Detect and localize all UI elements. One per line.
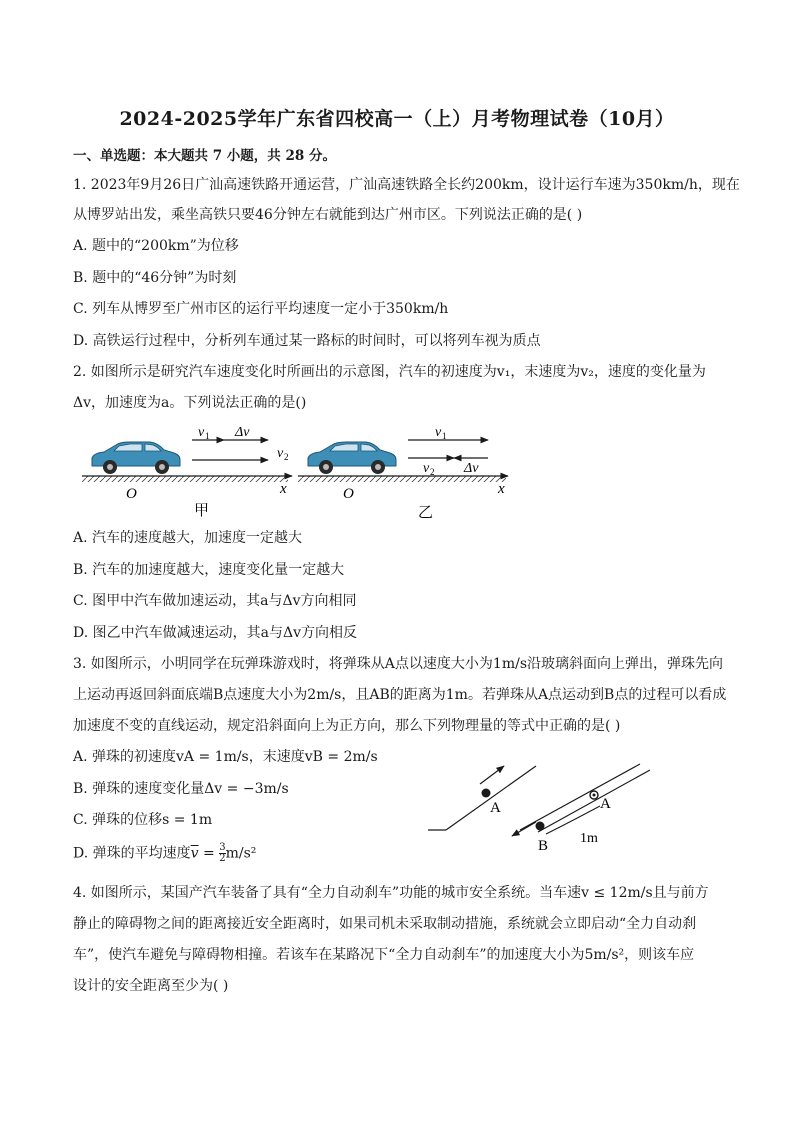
q2-option-b: B. 汽车的加速度越大，速度变化量一定越大 bbox=[73, 562, 345, 578]
q3-option-d-eq: = bbox=[198, 845, 220, 862]
v2-label-left: v bbox=[277, 446, 284, 461]
v1-label-left: v bbox=[198, 425, 205, 440]
slope-right bbox=[512, 764, 650, 836]
q1-stem-line1: 1. 2023年9月26日广汕高速铁路开通运营，广汕高速铁路全长约200km，设计运行车速为350km/h，现在 bbox=[73, 177, 740, 193]
q4-stem-line1: 4. 如图所示，某国产汽车装备了具有“全力自动刹车”功能的城市安全系统。当车速v ≤ 12m/s且与前方 bbox=[73, 885, 709, 901]
q4-stem-line3: 车”，使汽车避免与障碍物相撞。若该车在某路况下“全力自动刹车”的加速度大小为5m/s²，则该车应 bbox=[73, 947, 695, 963]
dv-label-right: Δv bbox=[464, 461, 479, 476]
slope-left bbox=[428, 766, 536, 830]
q1-stem-line2: 从博罗站出发，乘坐高铁只要46分钟左右就能到达广州市区。下列说法正确的是( ) bbox=[73, 207, 583, 223]
figure-label-yi: 乙 bbox=[418, 503, 434, 521]
point-a-label-left: A bbox=[490, 800, 501, 816]
q3-stem-line3: 加速度不变的直线运动，规定沿斜面向上为正方向，那么下列物理量的等式中正确的是( ) bbox=[73, 718, 621, 734]
origin-label-right: O bbox=[343, 486, 354, 502]
v1-label-right: v bbox=[435, 425, 442, 440]
v2-label-right: v bbox=[423, 461, 430, 476]
q3-option-a: A. 弹珠的初速度vA = 1m/s，末速度vB = 2m/s bbox=[73, 749, 378, 765]
axis-label-left: x bbox=[280, 481, 287, 497]
velocity-arrows-right bbox=[408, 440, 488, 458]
q3-stem-line2: 上运动再返回斜面底端B点速度大小为2m/s，且AB的距离为1m。若弹珠从A点运动到B点的过程可以看成 bbox=[73, 687, 727, 703]
axis-label-right: x bbox=[498, 481, 505, 497]
v2-sub-right: 2 bbox=[430, 467, 435, 477]
dv-label-left: Δv bbox=[235, 425, 250, 440]
q3-option-c: C. 弹珠的位移s = 1m bbox=[73, 812, 213, 828]
q3-stem-line1: 3. 如图所示，小明同学在玩弹珠游戏时，将弹珠从A点以速度大小为1m/s沿玻璃斜面向上弹出，弹珠先向 bbox=[73, 656, 723, 672]
ground-right bbox=[298, 476, 508, 482]
q3-option-d-unit: m/s² bbox=[225, 845, 257, 862]
q3-option-b: B. 弹珠的速度变化量Δv = −3m/s bbox=[73, 781, 289, 797]
q2-stem-line1: 2. 如图所示是研究汽车速度变化时所画出的示意图，汽车的初速度为v₁，末速度为v₂，速度的变化量为 bbox=[73, 364, 706, 380]
q3-option-d-vbar: $\overline{v}$ bbox=[190, 845, 199, 862]
v1-sub-right: 1 bbox=[442, 431, 447, 441]
marble-slope-figure bbox=[428, 760, 718, 860]
q1-option-a: A. 题中的“200km”为位移 bbox=[73, 238, 239, 254]
q3-option-d-prefix: D. 弹珠的平均速度 bbox=[73, 845, 191, 862]
q4-stem-line4: 设计的安全距离至少为( ) bbox=[73, 978, 229, 994]
point-b-label: B bbox=[538, 838, 549, 854]
ground-left bbox=[82, 476, 292, 482]
q1-option-d: D. 高铁运行过程中，分析列车通过某一路标的时间时，可以将列车视为质点 bbox=[73, 333, 541, 349]
section-heading: 一、单选题：本大题共 7 小题，共 28 分。 bbox=[73, 148, 336, 164]
q3-option-d-den: 2 bbox=[219, 853, 226, 864]
car-right-icon bbox=[308, 442, 396, 474]
car-left-icon bbox=[92, 442, 180, 474]
q2-option-d: D. 图乙中汽车做减速运动，其a与Δv方向相反 bbox=[73, 625, 357, 641]
car-velocity-figure bbox=[80, 418, 520, 526]
velocity-arrows-left bbox=[192, 440, 268, 460]
q2-option-a: A. 汽车的速度越大，加速度一定越大 bbox=[73, 530, 303, 546]
origin-label-left: O bbox=[126, 486, 137, 502]
v2-sub-left: 2 bbox=[284, 452, 289, 462]
q1-option-b: B. 题中的“46分钟”为时刻 bbox=[73, 270, 237, 286]
q4-stem-line2: 静止的障碍物之间的距离接近安全距离时，如果司机未采取制动措施，系统就会立即启动“全力自动刹 bbox=[73, 916, 697, 932]
figure-label-jia: 甲 bbox=[194, 501, 210, 519]
q1-option-c: C. 列车从博罗至广州市区的运行平均速度一定小于350km/h bbox=[73, 301, 449, 317]
q3-option-d bbox=[73, 843, 413, 864]
distance-label: 1m bbox=[580, 831, 598, 846]
q2-stem-line2: Δv，加速度为a。下列说法正确的是() bbox=[73, 395, 307, 411]
exam-title: 2024-2025学年广东省四校高一（上）月考物理试卷（10月） bbox=[119, 108, 675, 130]
q3-option-d-num: 3 bbox=[219, 842, 226, 853]
q2-option-c: C. 图甲中汽车做加速运动，其a与Δv方向相同 bbox=[73, 593, 357, 609]
point-a-label-right: A bbox=[600, 796, 611, 812]
v1-sub-left: 1 bbox=[205, 431, 210, 441]
